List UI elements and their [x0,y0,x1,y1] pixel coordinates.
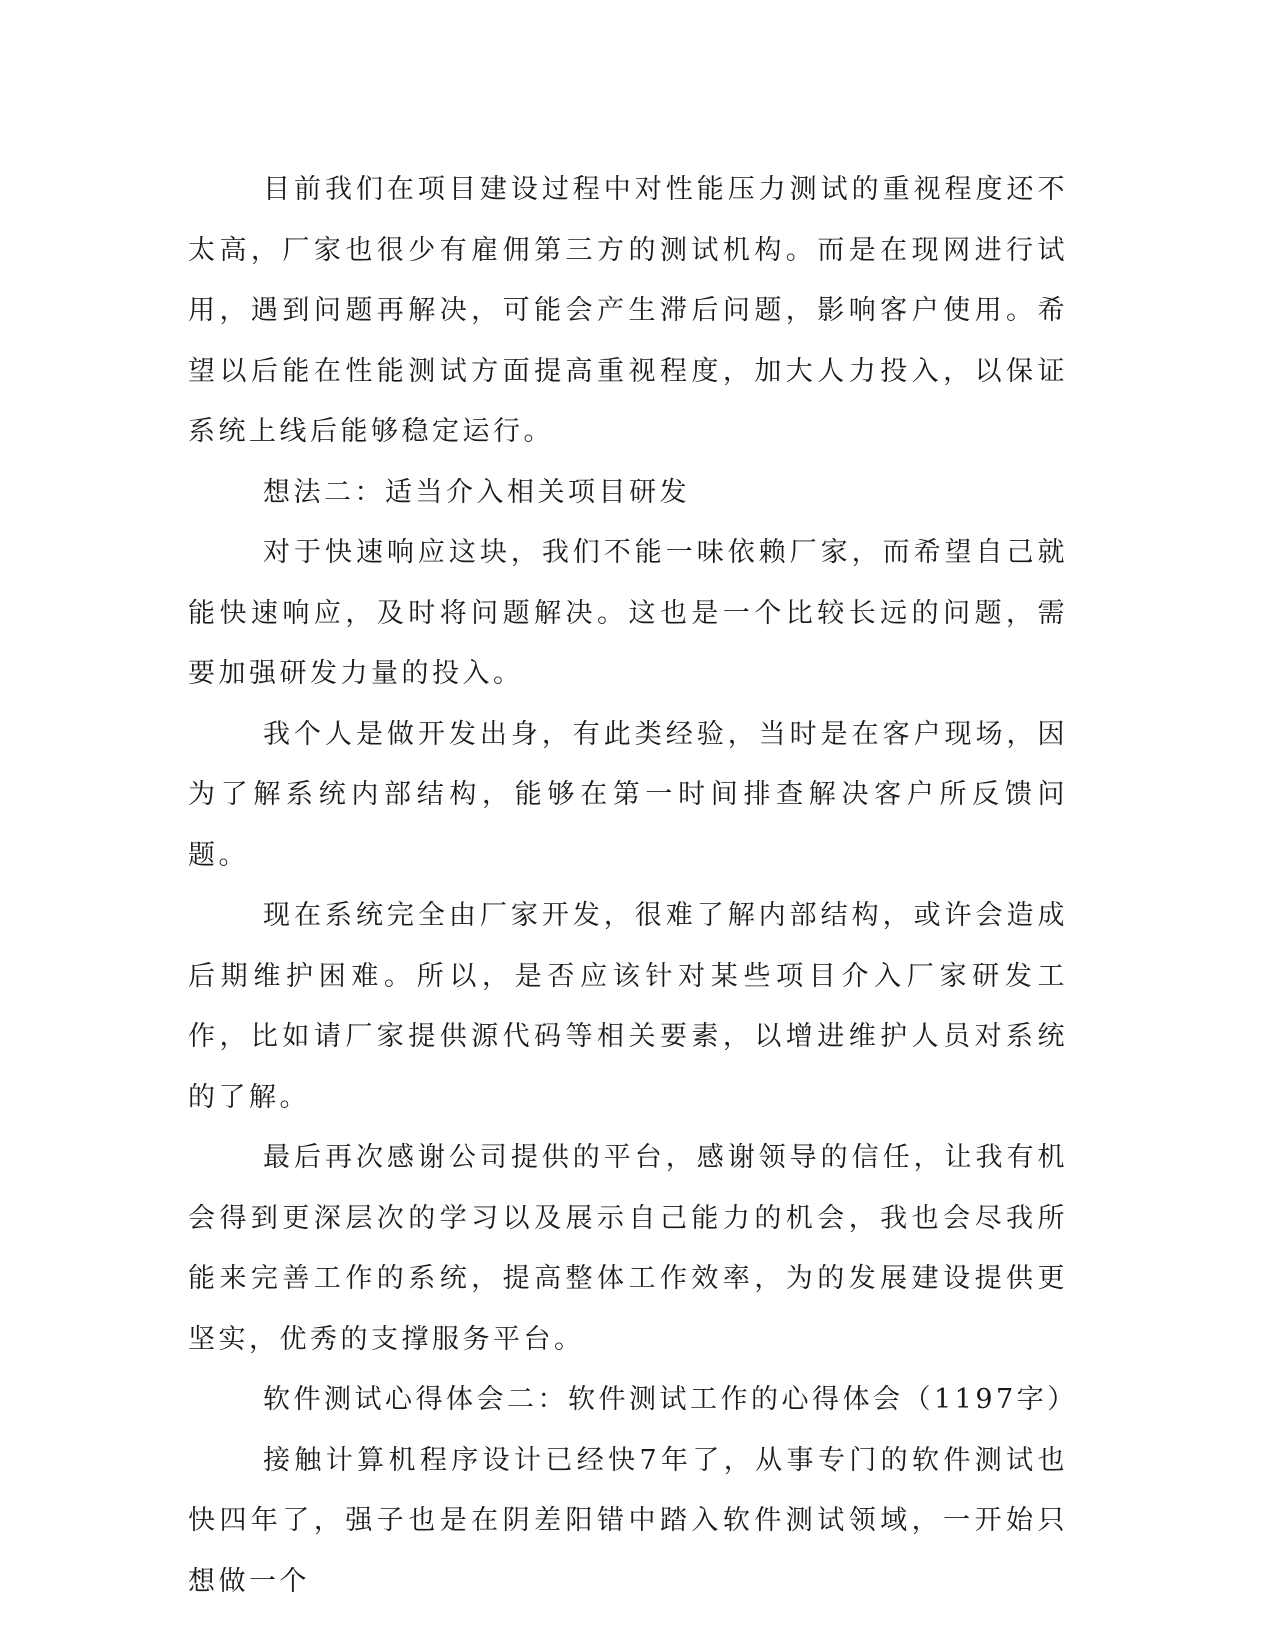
paragraph-thanks: 最后再次感谢公司提供的平台，感谢领导的信任，让我有机会得到更深层次的学习以及展示自己能力的机会，我也会尽我所能来完善工作的系统，提高整体工作效率，为的发展建设提供更坚实，优秀的支撑服务平台。 [188,1142,1068,1355]
paragraph-software-testing-intro: 接触计算机程序设计已经快7年了，从事专门的软件测试也快四年了，强子也是在阴差阳错中踏入软件测试领域，一开始只想做一个 [188,1444,1068,1597]
heading-article-two: 软件测试心得体会二：软件测试工作的心得体会（1197字） [263,1384,1078,1415]
heading-idea-two: 想法二：适当介入相关项目研发 [263,476,690,508]
paragraph-personal-experience: 我个人是做开发出身，有此类经验，当时是在客户现场，因为了解系统内部结构，能够在第一时间排查解决客户所反馈问题。 [188,718,1068,871]
paragraph-fast-response: 对于快速响应这块，我们不能一味依赖厂家，而希望自己就能快速响应，及时将问题解决。这也是一个比较长远的问题，需要加强研发力量的投入。 [188,537,1068,689]
document-body [188,160,1078,1612]
paragraph-performance-testing: 目前我们在项目建设过程中对性能压力测试的重视程度还不太高，厂家也很少有雇佣第三方的测试机构。而是在现网进行试用，遇到问题再解决，可能会产生滞后问题，影响客户使用。希望以后能在性能测试方面提高重视程度，加大人力投入，以保证系统上线后能够稳定运行。 [188,174,1068,447]
paragraph-vendor-development: 现在系统完全由厂家开发，很难了解内部结构，或许会造成后期维护困难。所以，是否应该针对某些项目介入厂家研发工作，比如请厂家提供源代码等相关要素，以增进维护人员对系统的了解。 [188,900,1068,1113]
